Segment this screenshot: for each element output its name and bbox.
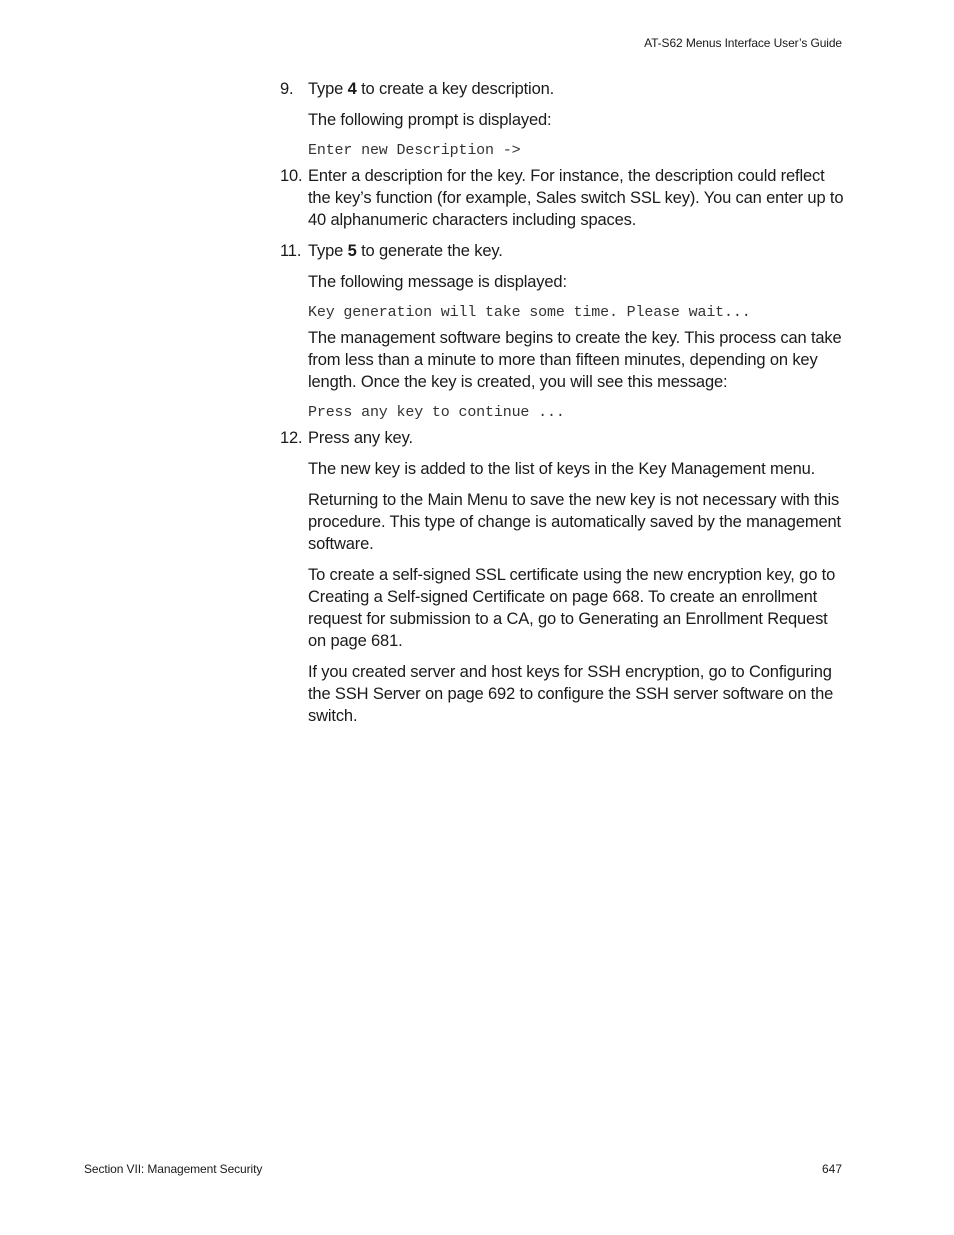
added-paragraph: The new key is added to the list of keys in the Key Management menu. — [308, 460, 816, 478]
ssh-paragraph: If you created server and host keys for SSH encryption, go to Configuring the SSH Server on page 692 to configure the SSH server software on the switch. — [308, 663, 834, 725]
procedure-content — [280, 78, 845, 736]
code-continue: Press any key to continue ... — [308, 404, 565, 421]
step-key: 5 — [347, 242, 357, 260]
footer-section: Section VII: Management Security — [84, 1162, 263, 1176]
step-text: Press any key. — [308, 429, 413, 447]
step-text-post: to generate the key. — [356, 242, 503, 260]
message-intro: The following message is displayed: — [308, 273, 567, 291]
ssl-paragraph: To create a self-signed SSL certificate using the new encryption key, go to Creating a Self-signed Certificate on page 668. To create an enrollment request for submission to a CA, go to Generating an Enrollment Request on page 681. — [308, 566, 836, 650]
step-9 — [280, 78, 845, 100]
step-number: 12. — [280, 429, 303, 447]
returning-paragraph: Returning to the Main Menu to save the new key is not necessary with this procedure. This type of change is automatically saved by the management software. — [308, 491, 841, 553]
step-text-pre: Type — [308, 80, 348, 98]
step-10 — [280, 165, 845, 231]
step-text-post: to create a key description. — [356, 80, 555, 98]
step-12 — [280, 427, 845, 449]
step-text-pre: Type — [308, 242, 348, 260]
running-header: AT-S62 Menus Interface User’s Guide — [644, 36, 842, 50]
step-number: 9. — [280, 80, 294, 98]
prompt-intro: The following prompt is displayed: — [308, 111, 552, 129]
step-number: 10. — [280, 167, 303, 185]
generation-paragraph: The management software begins to create the key. This process can take from less than a minute to more than fifteen minutes, depending on key length. Once the key is created, you will see this message: — [308, 329, 842, 391]
footer-page-number: 647 — [821, 1162, 842, 1176]
step-11 — [280, 240, 845, 262]
step-text: Enter a description for the key. For instance, the description could reflect the key’s function (for example, Sales switch SSL key). You can enter up to 40 alphanumeric characters including spaces. — [308, 167, 844, 229]
step-key: 4 — [347, 80, 357, 98]
code-prompt: Enter new Description -> — [308, 142, 521, 159]
code-message: Key generation will take some time. Please wait... — [308, 304, 751, 321]
step-number: 11. — [280, 242, 302, 260]
